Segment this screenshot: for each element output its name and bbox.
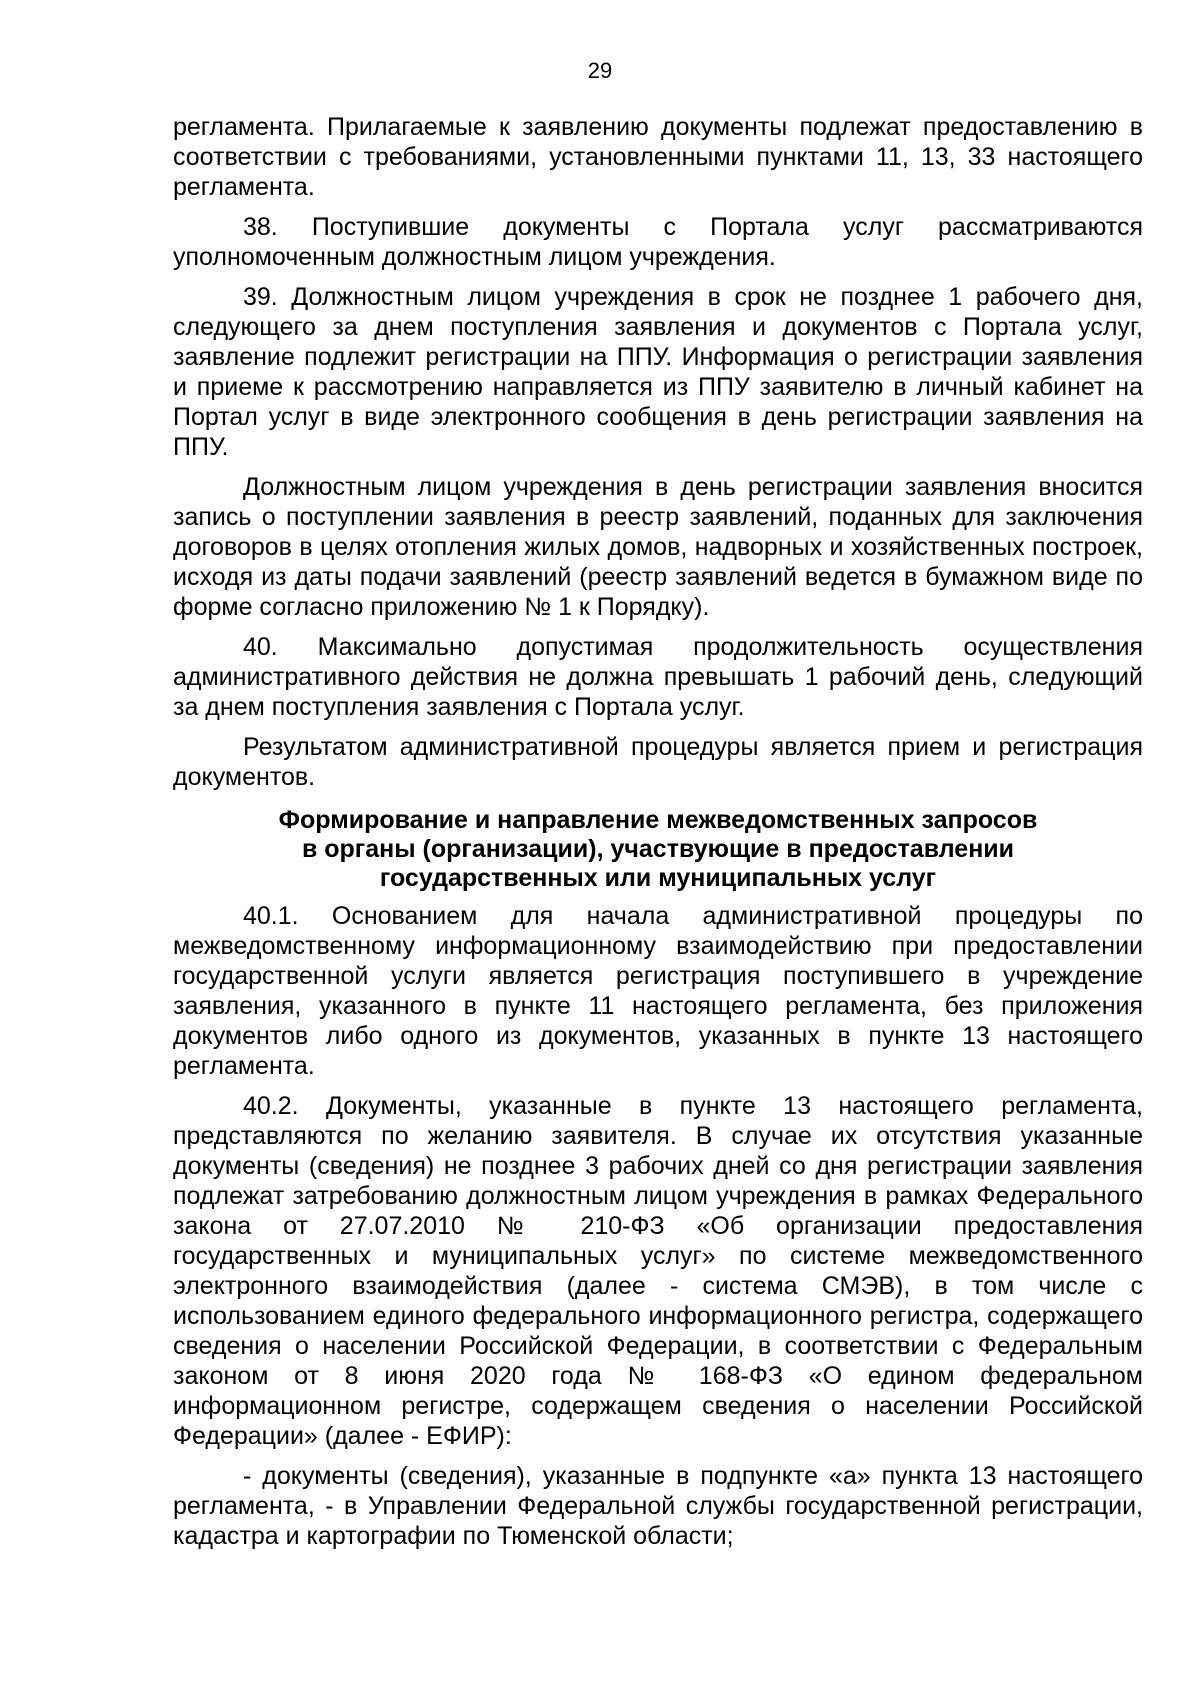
paragraph-40: 40. Максимально допустимая продолжительность осуществления административного действия не должна превышать 1 рабочий день, следующий за днем поступления заявления с Портала услуг. bbox=[173, 633, 1143, 721]
paragraph-39-registry: Должностным лицом учреждения в день регистрации заявления вносится запись о поступлении заявления в реестр заявлений, поданных для заключения договоров в целях отопления жилых домов, надворных и хозяйственных построек, исходя из даты подачи заявлений (реестр заявлений ведется в бумажном виде по форме согласно приложению № 1 к Порядку). bbox=[173, 473, 1143, 621]
document-body bbox=[173, 112, 1143, 1561]
paragraph-40-1: 40.1. Основанием для начала административной процедуры по межведомственному информационному взаимодействию при предоставлении государственной услуги является регистрация поступившего в учреждение заявления, указанного в пункте 11 настоящего регламента, без приложения документов либо одного из документов, указанных в пункте 13 настоящего регламента. bbox=[173, 902, 1143, 1080]
paragraph-40-result: Результатом административной процедуры является прием и регистрация документов. bbox=[173, 733, 1143, 791]
section-heading-line-2: в органы (организации), участвующие в предоставлении bbox=[301, 835, 1015, 863]
paragraph-39: 39. Должностным лицом учреждения в срок не позднее 1 рабочего дня, следующего за днем поступления заявления и документов с Портала услуг, заявление подлежит регистрации на ППУ. Информация о регистрации заявления и приеме к рассмотрению направляется из ППУ заявителю в личный кабинет на Портал услуг в виде электронного сообщения в день регистрации заявления на ППУ. bbox=[173, 283, 1143, 461]
section-heading bbox=[173, 806, 1143, 893]
paragraph-continuation: регламента. Прилагаемые к заявлению документы подлежат предоставлению в соответствии с требованиями, установленными пунктами 11, 13, 33 настоящего регламента. bbox=[173, 113, 1143, 201]
section-heading-line-3: государственных или муниципальных услуг bbox=[379, 864, 937, 892]
paragraph-38: 38. Поступившие документы с Портала услуг рассматриваются уполномоченным должностным лицом учреждения. bbox=[173, 213, 1143, 271]
paragraph-40-2: 40.2. Документы, указанные в пункте 13 настоящего регламента, представляются по желанию заявителя. В случае их отсутствия указанные документы (сведения) не позднее 3 рабочих дней со дня регистрации заявления подлежат затребованию должностным лицом учреждения в рамках Федерального закона от 27.07.2010 № 210-ФЗ «Об организации предоставления государственных и муниципальных услуг» по системе межведомственного электронного взаимодействия (далее - система СМЭВ), в том числе с использованием единого федерального информационного регистра, содержащего сведения о населении Российской Федерации, в соответствии с Федеральным законом от 8 июня 2020 года № 168-ФЗ «О едином федеральном информационном регистре, содержащем сведения о населении Российской Федерации» (далее - ЕФИР): bbox=[173, 1092, 1143, 1450]
section-heading-line-1: Формирование и направление межведомственных запросов bbox=[278, 806, 1038, 834]
paragraph-list-item-a: - документы (сведения), указанные в подпункте «а» пункта 13 настоящего регламента, - в Управлении Федеральной службы государственной регистрации, кадастра и картографии по Тюменской области; bbox=[173, 1462, 1143, 1550]
page-number: 29 bbox=[587, 58, 613, 83]
